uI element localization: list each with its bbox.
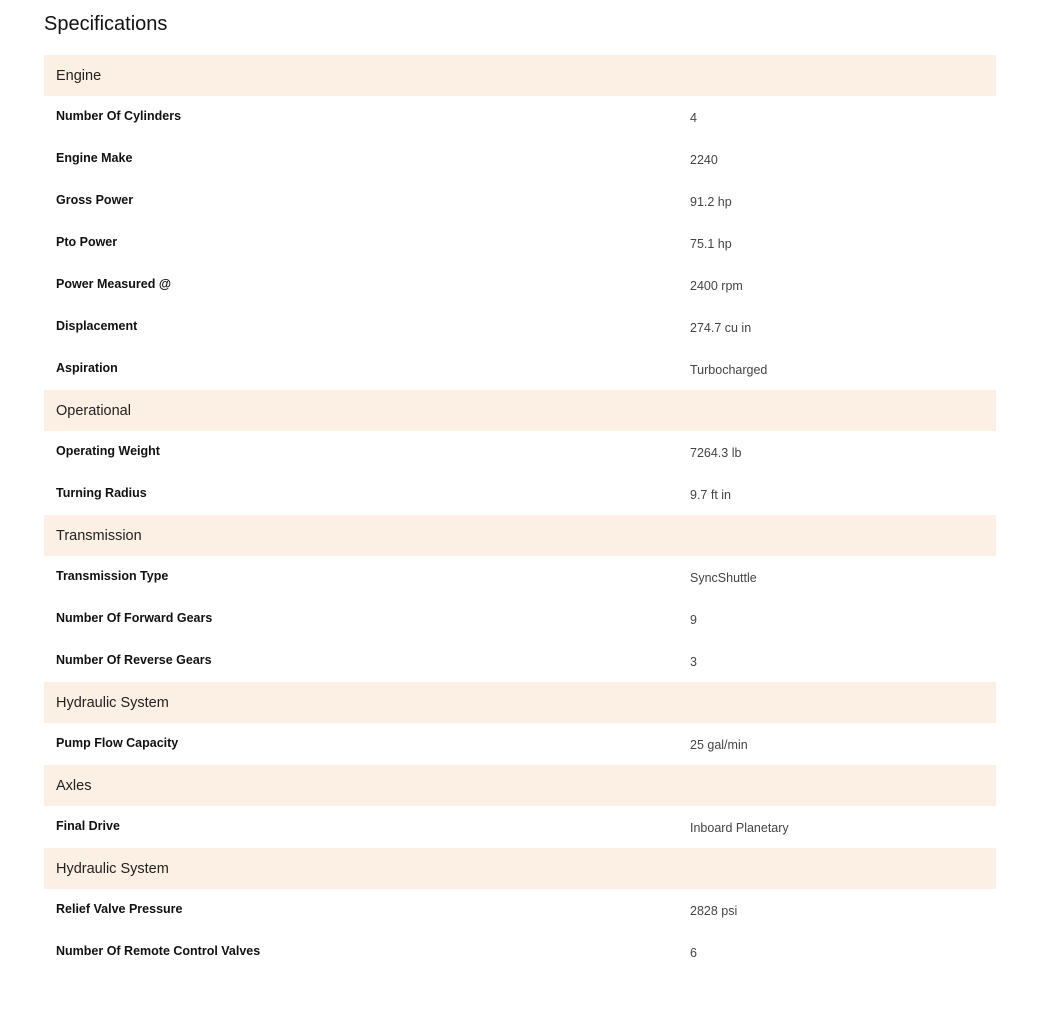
spec-value: SyncShuttle	[690, 571, 757, 585]
spec-value: 2240	[690, 153, 718, 167]
spec-row	[44, 138, 996, 180]
spec-value: 6	[690, 946, 697, 960]
spec-value: 91.2 hp	[690, 195, 732, 209]
spec-value: 4	[690, 111, 697, 125]
spec-row	[44, 348, 996, 390]
spec-label: Relief Valve Pressure	[56, 902, 183, 916]
spec-value: 75.1 hp	[690, 237, 732, 251]
section-header-transmission: Transmission	[44, 515, 996, 556]
spec-label: Number Of Remote Control Valves	[56, 944, 261, 958]
spec-label: Operating Weight	[56, 444, 160, 458]
page-title: Specifications	[44, 13, 168, 35]
spec-row	[44, 431, 996, 473]
spec-label: Transmission Type	[56, 569, 169, 583]
spec-row	[44, 556, 996, 598]
spec-value: 3	[690, 655, 697, 669]
spec-value: 2400 rpm	[690, 279, 743, 293]
spec-value: Inboard Planetary	[690, 821, 789, 835]
spec-row	[44, 889, 996, 931]
spec-value: 7264.3 lb	[690, 446, 742, 460]
spec-value: 2828 psi	[690, 904, 738, 918]
spec-row	[44, 806, 996, 848]
spec-row	[44, 264, 996, 306]
spec-label: Gross Power	[56, 193, 134, 207]
spec-label: Power Measured @	[56, 277, 172, 291]
spec-label: Pto Power	[56, 235, 118, 249]
spec-value: 25 gal/min	[690, 738, 748, 752]
specifications-table	[44, 55, 996, 973]
spec-label: Final Drive	[56, 819, 120, 833]
spec-label: Pump Flow Capacity	[56, 736, 179, 750]
section-header-hydraulic-system-2: Hydraulic System	[44, 848, 996, 889]
spec-label: Aspiration	[56, 361, 118, 375]
spec-row	[44, 723, 996, 765]
spec-value: 9	[690, 613, 697, 627]
spec-row	[44, 640, 996, 682]
section-header-engine: Engine	[44, 55, 996, 96]
spec-label: Turning Radius	[56, 486, 147, 500]
spec-value: 9.7 ft in	[690, 488, 731, 502]
spec-row	[44, 222, 996, 264]
spec-row	[44, 598, 996, 640]
section-header-hydraulic-system: Hydraulic System	[44, 682, 996, 723]
spec-label: Engine Make	[56, 151, 133, 165]
section-header-axles: Axles	[44, 765, 996, 806]
section-header-operational: Operational	[44, 390, 996, 431]
spec-label: Displacement	[56, 319, 138, 333]
spec-row	[44, 473, 996, 515]
spec-row	[44, 931, 996, 973]
spec-label: Number Of Cylinders	[56, 109, 182, 123]
spec-row	[44, 180, 996, 222]
spec-row	[44, 306, 996, 348]
spec-label: Number Of Reverse Gears	[56, 653, 212, 667]
spec-value: 274.7 cu in	[690, 321, 752, 335]
spec-value: Turbocharged	[690, 363, 768, 377]
spec-label: Number Of Forward Gears	[56, 611, 213, 625]
spec-row	[44, 96, 996, 138]
